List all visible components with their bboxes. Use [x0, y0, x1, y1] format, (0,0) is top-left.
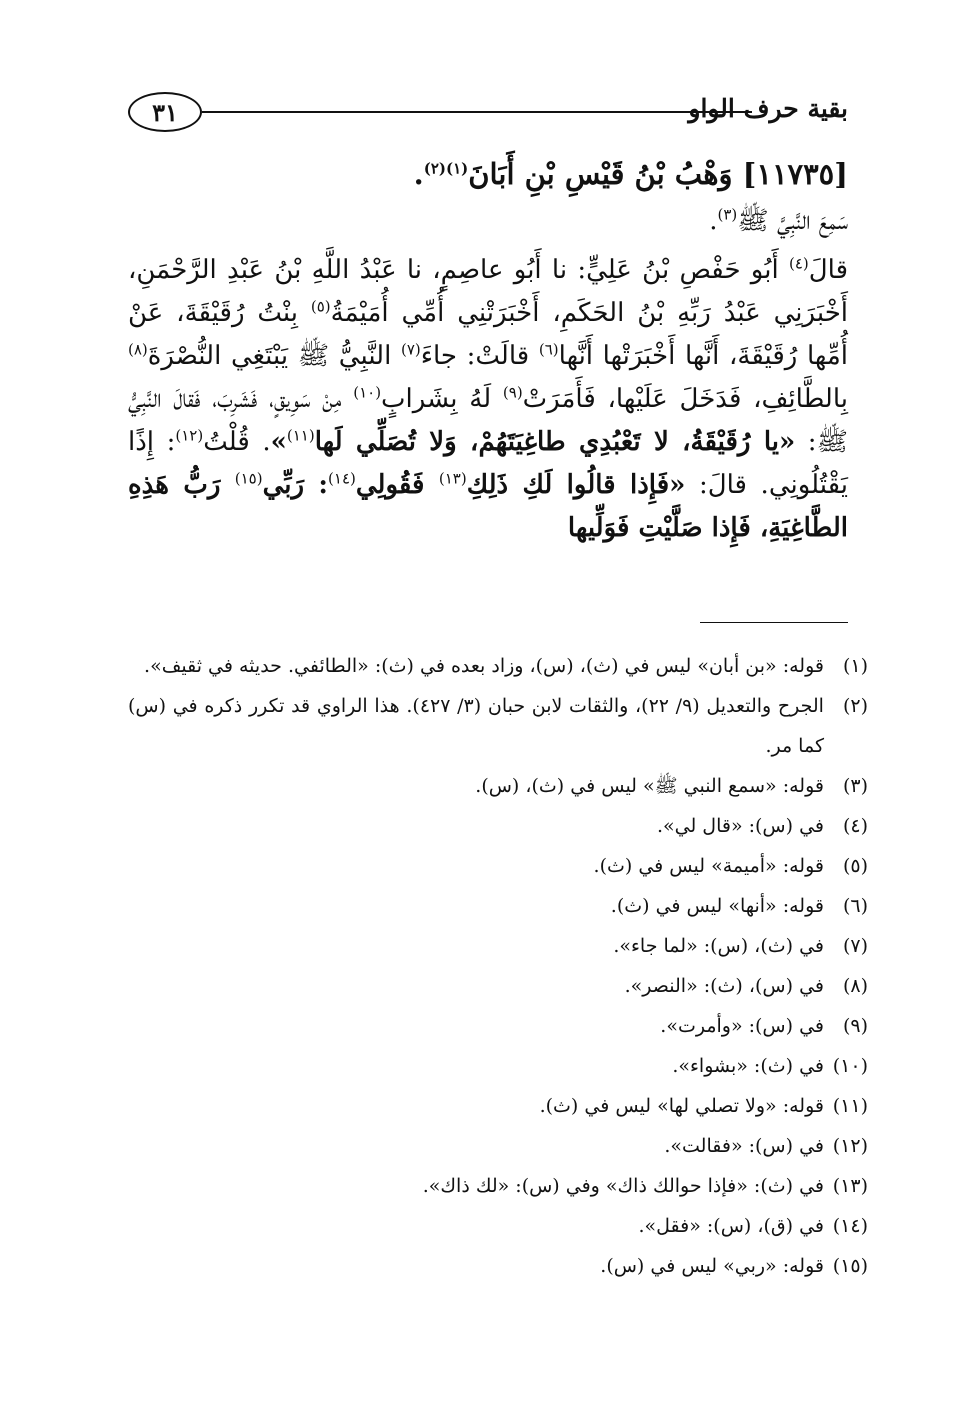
- body-text: قالَتْ: جاءَ: [420, 341, 539, 371]
- entry-narration-line: [128, 200, 848, 243]
- footnote-item: [128, 1086, 868, 1126]
- footnote-number: (٣): [842, 775, 868, 797]
- footnote-ref: (١)(٢): [423, 159, 469, 178]
- footnote-ref: (٦): [538, 340, 559, 359]
- body-text: بِالطَّائِفِ، فَدَخَلَ عَلَيْها، فَأَمَرَتْ: [522, 384, 848, 414]
- main-text: [128, 148, 848, 550]
- body-text: : إِذًا يَقْتُلُونِي. قالَ:: [128, 427, 848, 500]
- footnote-ref: (١٤): [328, 469, 356, 488]
- footnote-item: [128, 1166, 868, 1206]
- footnote-number: (٥): [842, 855, 868, 877]
- footnote-ref: (١٠): [353, 383, 382, 402]
- footnote-text: قوله: «بن أبان» ليس في (ث)، (س)، وزاد بعده في (ث): «الطائفي. حديثه في ثقيف».: [144, 655, 824, 677]
- body-text: . قُلْتُ: [203, 427, 271, 457]
- footnote-ref: (٧): [400, 340, 421, 359]
- body-text: بِنْتُ رُقَيْقَةَ، عَنْ أُمِّها رُقَيْقَةَ، أَنَّها أَخْبَرَتْها أَنَّها: [128, 298, 849, 371]
- footnote-number: (٦): [842, 895, 868, 917]
- body-text: لَهُ بِشَرابٍ: [381, 384, 503, 414]
- footnote-item: [128, 846, 868, 886]
- page-header: [128, 92, 848, 140]
- running-title: بقية حرف الواو: [688, 94, 848, 123]
- footnote-item: [128, 966, 868, 1006]
- hadith-paragraph: [128, 249, 848, 550]
- footnote-text: في (ث): «فإذا حوالك ذاك» وفي (س): «لك ذاك».: [422, 1175, 824, 1197]
- prophetic-quote: : رَبِّي: [262, 470, 329, 500]
- entry-heading-text: [١١٧٣٥] وَهْبُ بْنُ قَيْسِ بْنِ أَبَانَ: [468, 157, 848, 191]
- footnote-number: (١٥): [832, 1255, 868, 1277]
- footnote-text: في (ث): «بشواء».: [672, 1055, 824, 1077]
- prophetic-quote: رَبُّ هَذِهِ الطَّاغِيَةِ، فَإِذا صَلَّيْتِ فَوَلِّيها: [128, 470, 848, 543]
- footnote-text: في (س)، (ث): «النصر».: [624, 975, 824, 997]
- footnote-item: [128, 686, 868, 766]
- entry-narration-text: سَمِعَ النَّبِيَّ ﷺ: [737, 206, 848, 236]
- footnote-text: قوله: «ربي» ليس في (س).: [600, 1255, 824, 1277]
- footnote-number: (١٠): [832, 1055, 868, 1077]
- footnote-number: (١٣): [832, 1175, 868, 1197]
- footnote-number: (٨): [842, 975, 868, 997]
- footnote-item: [128, 806, 868, 846]
- footnote-text: في (س): «فقالت».: [664, 1135, 824, 1157]
- body-text: مِنْ سَوِيقٍ، فَشَرِبَ، فَقالَ النَّبِيُّ ﷺ:: [128, 384, 848, 457]
- footnote-item: [128, 646, 868, 686]
- prophetic-quote: فَقُولِي: [355, 470, 439, 500]
- footnote-number: (٩): [842, 1015, 868, 1037]
- footnote-number: (١١): [832, 1095, 868, 1117]
- entry-heading-end: .: [413, 157, 424, 191]
- footnote-number: (٢): [842, 695, 868, 717]
- footnote-number: (٧): [842, 935, 868, 957]
- footnote-number: (١٢): [832, 1135, 868, 1157]
- entry-narration-end: .: [709, 206, 718, 236]
- prophetic-quote: «فَإِذا قالُوا لَكِ ذَلِكِ: [466, 470, 686, 500]
- body-text: قالَ: [808, 255, 848, 285]
- footnote-text: في (ث)، (س): «لما جاء».: [613, 935, 824, 957]
- prophetic-quote: «يا رُقَيْقَةُ، لا تَعْبُدِي طاغِيَتَهُمْ، وَلا تُصَلِّي لَها: [314, 427, 796, 457]
- footnote-number: (٤): [842, 815, 868, 837]
- footnote-text: الجرح والتعديل (٩/ ٢٢)، والثقات لابن حبان (٣/ ٤٢٧). هذا الراوي قد تكرر ذكره في (س) كما مر.: [128, 695, 824, 757]
- footnote-number: (١٤): [832, 1215, 868, 1237]
- footnote-separator: [700, 622, 848, 623]
- body-text: النَّبِيُّ ﷺ يَبْتَغِي النُّصْرَةَ: [147, 341, 401, 371]
- footnotes-section: [128, 646, 868, 1286]
- footnote-text: في (س): «قال لي».: [656, 815, 824, 837]
- footnote-item: [128, 886, 868, 926]
- footnote-item: [128, 766, 868, 806]
- footnote-ref: (١٢): [175, 426, 204, 445]
- footnote-number: (١): [842, 655, 868, 677]
- footnote-text: في (س): «وأمرت».: [660, 1015, 824, 1037]
- footnote-ref: (٤): [788, 254, 809, 273]
- footnote-item: [128, 1126, 868, 1166]
- footnote-ref: (١٥): [234, 469, 263, 488]
- footnote-item: [128, 1206, 868, 1246]
- entry-heading: [128, 148, 848, 200]
- footnote-item: [128, 1246, 868, 1286]
- footnote-item: [128, 926, 868, 966]
- footnote-ref: (١٣): [438, 469, 467, 488]
- header-rule: [202, 111, 752, 113]
- footnote-text: قوله: «أميمة» ليس في (ث).: [593, 855, 824, 877]
- prophetic-quote: »: [270, 427, 287, 457]
- footnote-ref: (٩): [502, 383, 523, 402]
- footnote-item: [128, 1046, 868, 1086]
- footnote-ref: (١١): [286, 426, 315, 445]
- footnote-ref: (٣): [717, 205, 738, 224]
- body-text: أَبُو حَفْصِ بْنُ عَلِيٍّ: نا أَبُو عاصِمٍ، نا عَبْدُ اللَّهِ بْنُ عَبْدِ الرَّحْمَنِ، أَخْبَرَنِي عَبْدُ رَبِّهِ بْنُ الحَكَمِ، أَخْبَرَتْنِي أُمِّي أُمَيْمَةُ: [128, 255, 848, 328]
- footnote-text: قوله: «أنها» ليس في (ث).: [610, 895, 824, 917]
- footnote-ref: (٥): [310, 297, 331, 316]
- footnote-item: [128, 1006, 868, 1046]
- footnote-text: في (ق)، (س): «فقل».: [638, 1215, 824, 1237]
- footnote-ref: (٨): [128, 340, 148, 359]
- footnote-text: قوله: «سمع النبي ﷺ» ليس في (ث)، (س).: [475, 775, 824, 797]
- page-number-badge: ٣١: [128, 92, 202, 132]
- footnote-text: قوله: «ولا تصلي لها» ليس في (ث).: [539, 1095, 824, 1117]
